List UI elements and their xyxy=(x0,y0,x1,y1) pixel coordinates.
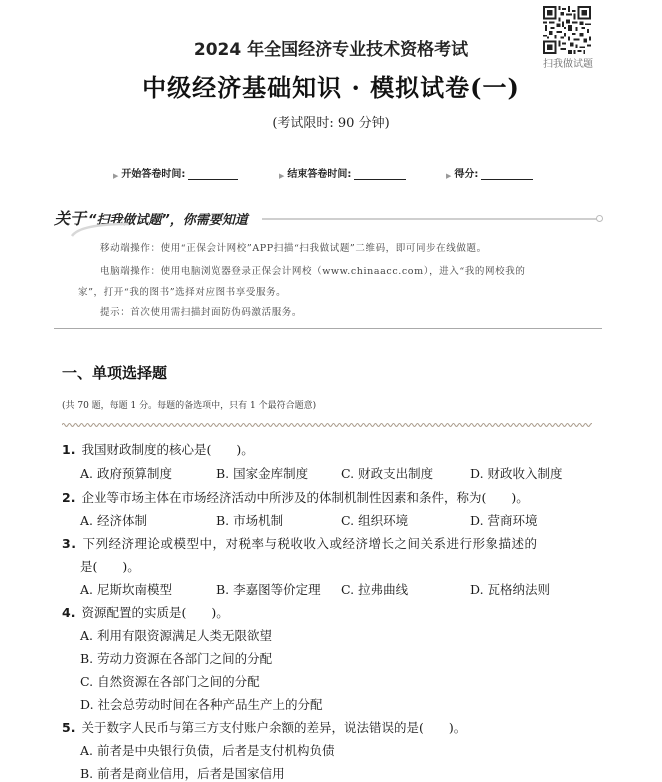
question-3-continued: 是( )。 xyxy=(80,559,140,574)
option-3b[interactable]: B. 李嘉图等价定理 xyxy=(216,582,321,597)
option-2d[interactable]: D. 营商环境 xyxy=(470,513,538,528)
tip-text: 提示：首次使用需扫描封面防伪码激活服务。 xyxy=(100,307,303,318)
end-time-label: 结束答卷时间: xyxy=(287,169,352,180)
section-divider xyxy=(54,328,602,329)
option-5b[interactable]: B. 前者是商业信用，后者是国家信用 xyxy=(80,766,285,781)
option-3d[interactable]: D. 瓦格纳法则 xyxy=(470,582,551,597)
option-4b[interactable]: B. 劳动力资源在各部门之间的分配 xyxy=(80,651,273,666)
info-heading-lead: 关于 xyxy=(54,209,87,228)
swoosh-decoration xyxy=(70,222,130,238)
question-text: 我国财政制度的核心是( )。 xyxy=(81,442,254,457)
end-time-field[interactable] xyxy=(279,165,406,180)
wavy-divider xyxy=(62,422,592,428)
exam-year-title: 2024 年全国经济专业技术资格考试 xyxy=(193,40,469,60)
option-1a[interactable]: A. 政府预算制度 xyxy=(80,466,172,481)
option-3c[interactable]: C. 拉弗曲线 xyxy=(341,582,409,597)
score-label: 得分: xyxy=(454,169,479,180)
start-time-field[interactable] xyxy=(113,165,238,180)
question-4 xyxy=(62,603,229,621)
question-1 xyxy=(62,440,254,458)
qr-label: 扫我做试题 xyxy=(543,59,593,70)
option-1b[interactable]: B. 国家金库制度 xyxy=(216,466,309,481)
option-2b[interactable]: B. 市场机制 xyxy=(216,513,284,528)
question-5 xyxy=(62,718,466,736)
option-2a[interactable]: A. 经济体制 xyxy=(80,513,147,528)
question-number: 4. xyxy=(62,605,76,620)
info-heading-text: “扫我做试题”，你需要知道 xyxy=(88,213,248,228)
option-3a[interactable]: A. 尼斯坎南模型 xyxy=(80,582,172,597)
start-time-label: 开始答卷时间: xyxy=(121,169,186,180)
pc-instruction-line2: 家”，打开“我的图书”选择对应图书享受服务。 xyxy=(78,287,287,298)
mobile-instruction: 移动端操作：使用“正保会计网校”APP扫描“扫我做试题”二维码，即可同步在线做题。 xyxy=(100,243,487,254)
question-number: 3. xyxy=(62,536,77,551)
option-1c[interactable]: C. 财政支出制度 xyxy=(341,466,434,481)
question-number: 2. xyxy=(62,490,76,505)
triangle-icon: ▶ xyxy=(113,172,119,180)
triangle-icon: ▶ xyxy=(446,172,452,180)
option-4d[interactable]: D. 社会总劳动时间在各种产品生产上的分配 xyxy=(80,697,323,712)
question-number: 1. xyxy=(62,442,76,457)
divider-end-dot xyxy=(596,215,603,222)
question-2 xyxy=(62,488,529,506)
info-divider xyxy=(262,218,597,220)
section-note: (共 70 题，每题 1 分。每题的备选项中，只有 1 个最符合题意) xyxy=(62,401,317,411)
score-field[interactable] xyxy=(446,165,533,180)
section-title: 一、单项选择题 xyxy=(62,364,168,382)
question-text: 下列经济理论或模型中，对税率与税收收入或经济增长之间关系进行形象描述的 xyxy=(82,536,538,551)
start-time-blank[interactable] xyxy=(188,168,238,180)
time-limit: (考试限时: 90 分钟) xyxy=(272,116,390,131)
question-text: 关于数字人民币与第三方支付账户余额的差异，说法错误的是( )。 xyxy=(81,720,467,735)
option-1d[interactable]: D. 财政收入制度 xyxy=(470,466,563,481)
option-5a[interactable]: A. 前者是中央银行负债，后者是支付机构负债 xyxy=(80,743,335,758)
question-3 xyxy=(62,534,537,552)
option-4c[interactable]: C. 自然资源在各部门之间的分配 xyxy=(80,674,260,689)
option-2c[interactable]: C. 组织环境 xyxy=(341,513,409,528)
score-blank[interactable] xyxy=(481,168,533,180)
question-number: 5. xyxy=(62,720,76,735)
page-title: 中级经济基础知识 · 模拟试卷(一) xyxy=(142,73,520,102)
end-time-blank[interactable] xyxy=(354,168,406,180)
question-text: 资源配置的实质是( )。 xyxy=(81,605,229,620)
triangle-icon: ▶ xyxy=(279,172,285,180)
option-4a[interactable]: A. 利用有限资源满足人类无限欲望 xyxy=(80,628,272,643)
question-text: 企业等市场主体在市场经济活动中所涉及的体制机制性因素和条件，称为( )。 xyxy=(81,490,529,505)
pc-instruction-line1: 电脑端操作：使用电脑浏览器登录正保会计网校（www.chinaacc.com），进入“我的网校我的 xyxy=(100,266,526,277)
